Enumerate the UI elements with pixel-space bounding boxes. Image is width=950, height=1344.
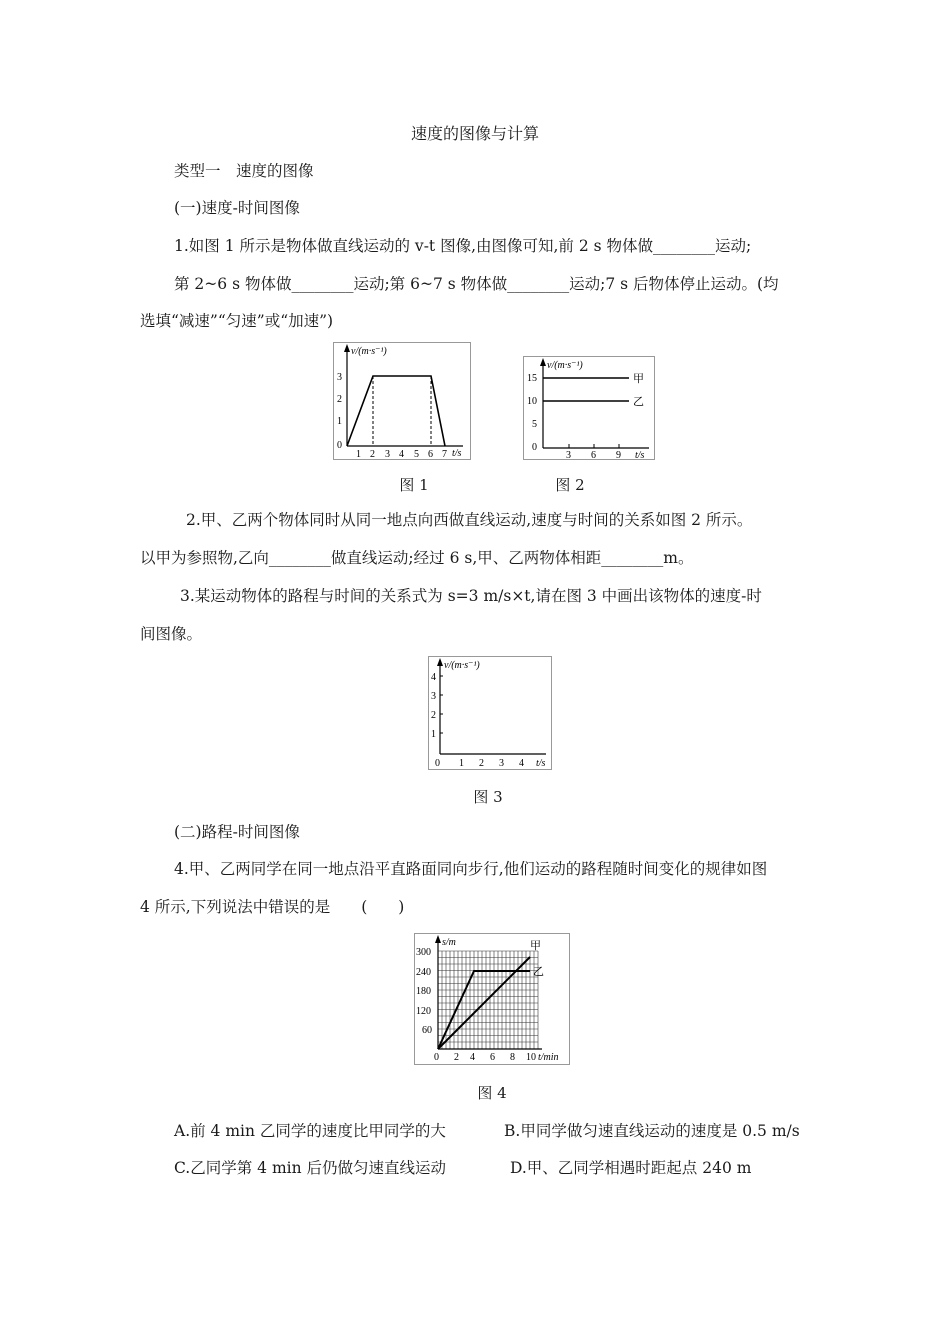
x-tick-label: 10	[526, 1052, 536, 1063]
x-tick-label: 3	[499, 758, 504, 769]
figure-border	[429, 657, 552, 770]
y-tick-label: 3	[431, 691, 436, 702]
question-2-line-2: 以甲为参照物,乙向________做直线运动;经过 6 s,甲、乙两物体相距________m。	[140, 549, 694, 567]
y-axis-arrow	[540, 358, 546, 366]
option-a: A.前 4 min 乙同学的速度比甲同学的大	[174, 1122, 446, 1140]
y-axis-label: s/m	[442, 937, 456, 948]
y-tick-label: 3	[337, 372, 342, 383]
x-tick-label: 5	[414, 449, 419, 460]
x-tick-label: 9	[616, 450, 621, 460]
x-tick-label: 6	[428, 449, 433, 460]
y-tick-label: 120	[416, 1006, 431, 1017]
x-axis-label: t/s	[452, 448, 462, 459]
velocity-line	[347, 376, 445, 446]
x-tick-label: 2	[370, 449, 375, 460]
subsection-heading: (二)路程-时间图像	[174, 823, 300, 841]
y-tick-label: 4	[431, 672, 436, 683]
x-tick-label: 1	[356, 449, 361, 460]
x-tick-label: 2	[454, 1052, 459, 1063]
x-tick-label: 4	[470, 1052, 475, 1063]
figure-border	[334, 343, 471, 460]
question-4-line-2: 4 所示,下列说法中错误的是 ( )	[140, 898, 405, 916]
y-axis-label: v/(m·s⁻¹)	[547, 360, 583, 371]
figure-2-caption: 图 2	[555, 476, 585, 494]
y-axis-arrow	[437, 658, 443, 666]
x-tick-label: 0	[434, 1052, 439, 1063]
option-d: D.甲、乙同学相遇时距起点 240 m	[510, 1159, 752, 1177]
y-tick-label: 0	[532, 442, 537, 453]
x-tick-label: 7	[442, 449, 447, 460]
series-label-yi: 乙	[633, 396, 644, 408]
y-axis-label: v/(m·s⁻¹)	[351, 346, 387, 357]
y-axis-arrow	[344, 344, 350, 352]
y-tick-label: 240	[416, 967, 431, 978]
figure-1-caption: 图 1	[399, 476, 429, 494]
y-tick-label: 60	[422, 1025, 432, 1036]
option-c: C.乙同学第 4 min 后仍做匀速直线运动	[174, 1159, 447, 1177]
y-tick-label: 10	[527, 396, 537, 407]
x-axis-label: t/s	[536, 758, 546, 769]
y-tick-label: 1	[337, 416, 342, 427]
page-title: 速度的图像与计算	[410, 124, 539, 143]
y-tick-label: 1	[431, 729, 436, 740]
question-3-line-2: 间图像。	[140, 625, 203, 643]
series-label-jia: 甲	[633, 373, 644, 385]
question-3-line-1: 3.某运动物体的路程与时间的关系式为 s=3 m/s×t,请在图 3 中画出该物体的速度-时	[180, 587, 762, 605]
x-tick-label: 8	[510, 1052, 515, 1063]
y-tick-label: 2	[337, 394, 342, 405]
y-tick-label: 2	[431, 710, 436, 721]
x-axis-label: t/s	[635, 450, 645, 460]
x-tick-label: 3	[566, 450, 571, 460]
question-1-line-3: 选填“减速”“匀速”或“加速”)	[140, 312, 334, 330]
x-tick-label: 2	[479, 758, 484, 769]
question-1-line-2: 第 2~6 s 物体做________运动;第 6~7 s 物体做________运动;7 s 后物体停止运动。(均	[174, 275, 779, 293]
x-tick-label: 1	[459, 758, 464, 769]
x-tick-label: 4	[519, 758, 524, 769]
y-tick-label: 5	[532, 419, 537, 430]
subsection-heading: (一)速度-时间图像	[174, 199, 300, 217]
series-label-yi: 乙	[533, 966, 544, 978]
option-b: B.甲同学做匀速直线运动的速度是 0.5 m/s	[504, 1122, 800, 1140]
x-axis-label: t/min	[538, 1052, 559, 1063]
series-label-jia: 甲	[530, 940, 541, 952]
y-axis-arrow	[435, 935, 441, 943]
x-tick-label: 0	[435, 758, 440, 769]
y-tick-label: 0	[337, 440, 342, 451]
question-1-line-1: 1.如图 1 所示是物体做直线运动的 v-t 图像,由图像可知,前 2 s 物体做________运动;	[174, 237, 752, 255]
section-heading: 类型一 速度的图像	[174, 162, 314, 180]
figure-2-vt-graph	[523, 356, 655, 460]
figure-3-blank-vt-graph	[428, 656, 552, 770]
x-tick-label: 4	[399, 449, 404, 460]
figure-3-caption: 图 3	[473, 788, 503, 806]
x-tick-label: 6	[490, 1052, 495, 1063]
series-line-yi	[438, 971, 530, 1049]
y-tick-label: 180	[416, 986, 431, 997]
y-axis-label: v/(m·s⁻¹)	[444, 660, 480, 671]
figure-1-vt-graph	[333, 342, 471, 460]
question-2-line-1: 2.甲、乙两个物体同时从同一地点向西做直线运动,速度与时间的关系如图 2 所示。	[186, 511, 753, 529]
y-tick-label: 15	[527, 373, 537, 384]
question-4-line-1: 4.甲、乙两同学在同一地点沿平直路面同向步行,他们运动的路程随时间变化的规律如图	[174, 860, 768, 878]
x-tick-label: 3	[385, 449, 390, 460]
figure-4-st-graph	[414, 933, 570, 1065]
figure-4-caption: 图 4	[477, 1084, 507, 1102]
x-tick-label: 6	[591, 450, 596, 460]
y-tick-label: 300	[416, 947, 431, 958]
